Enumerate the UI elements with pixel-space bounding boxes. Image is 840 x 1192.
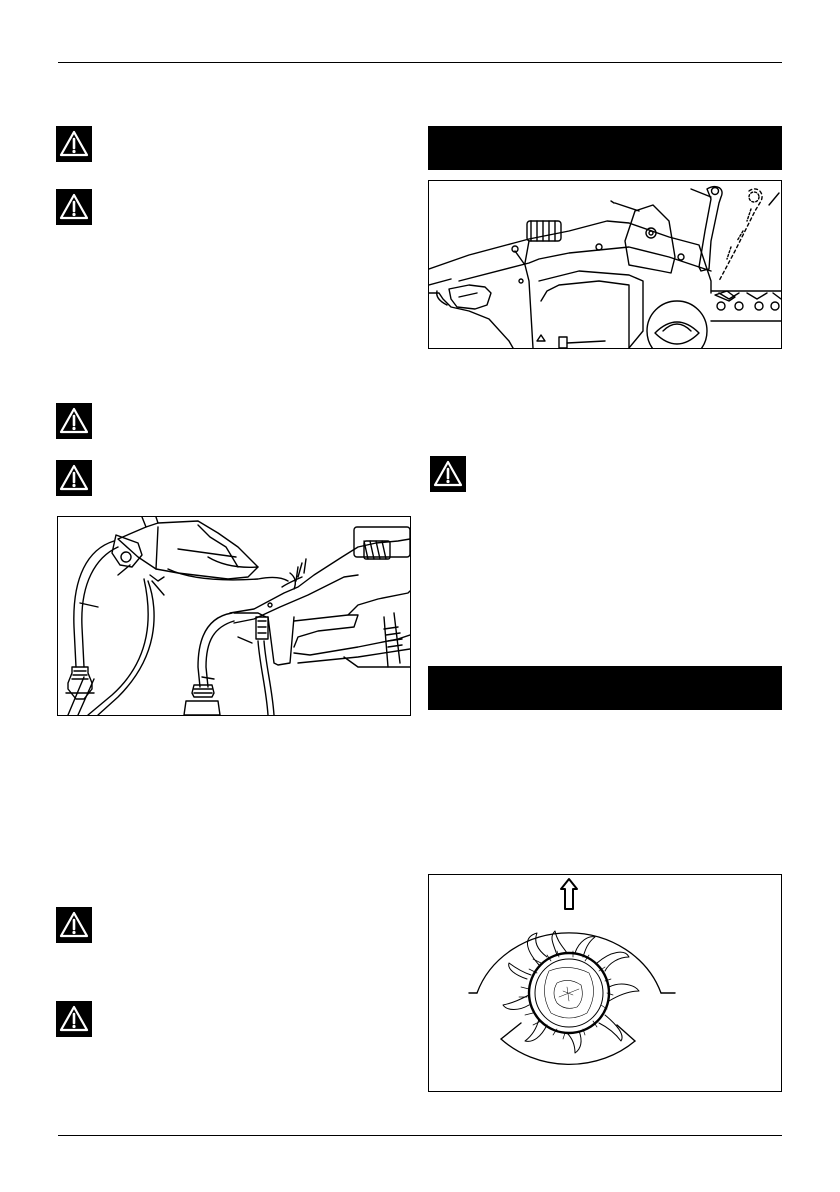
- chain-brake-figure: [428, 180, 782, 349]
- warning-triangle-icon: [56, 403, 92, 439]
- footer-rule: [58, 1135, 782, 1136]
- warning-triangle-icon: [56, 907, 92, 943]
- warning-triangle-icon: [56, 460, 92, 496]
- section-header-bar: [428, 126, 782, 170]
- header-rule: [58, 62, 782, 63]
- section-header-bar: [428, 666, 782, 710]
- warning-triangle-icon: [430, 456, 466, 492]
- warning-triangle-icon: [56, 126, 92, 162]
- tree-felling-figure: [428, 874, 782, 1092]
- up-arrow-icon: [561, 879, 577, 909]
- warning-triangle-icon: [56, 1001, 92, 1037]
- cable-strain-relief-figure: [57, 516, 411, 716]
- warning-triangle-icon: [56, 189, 92, 225]
